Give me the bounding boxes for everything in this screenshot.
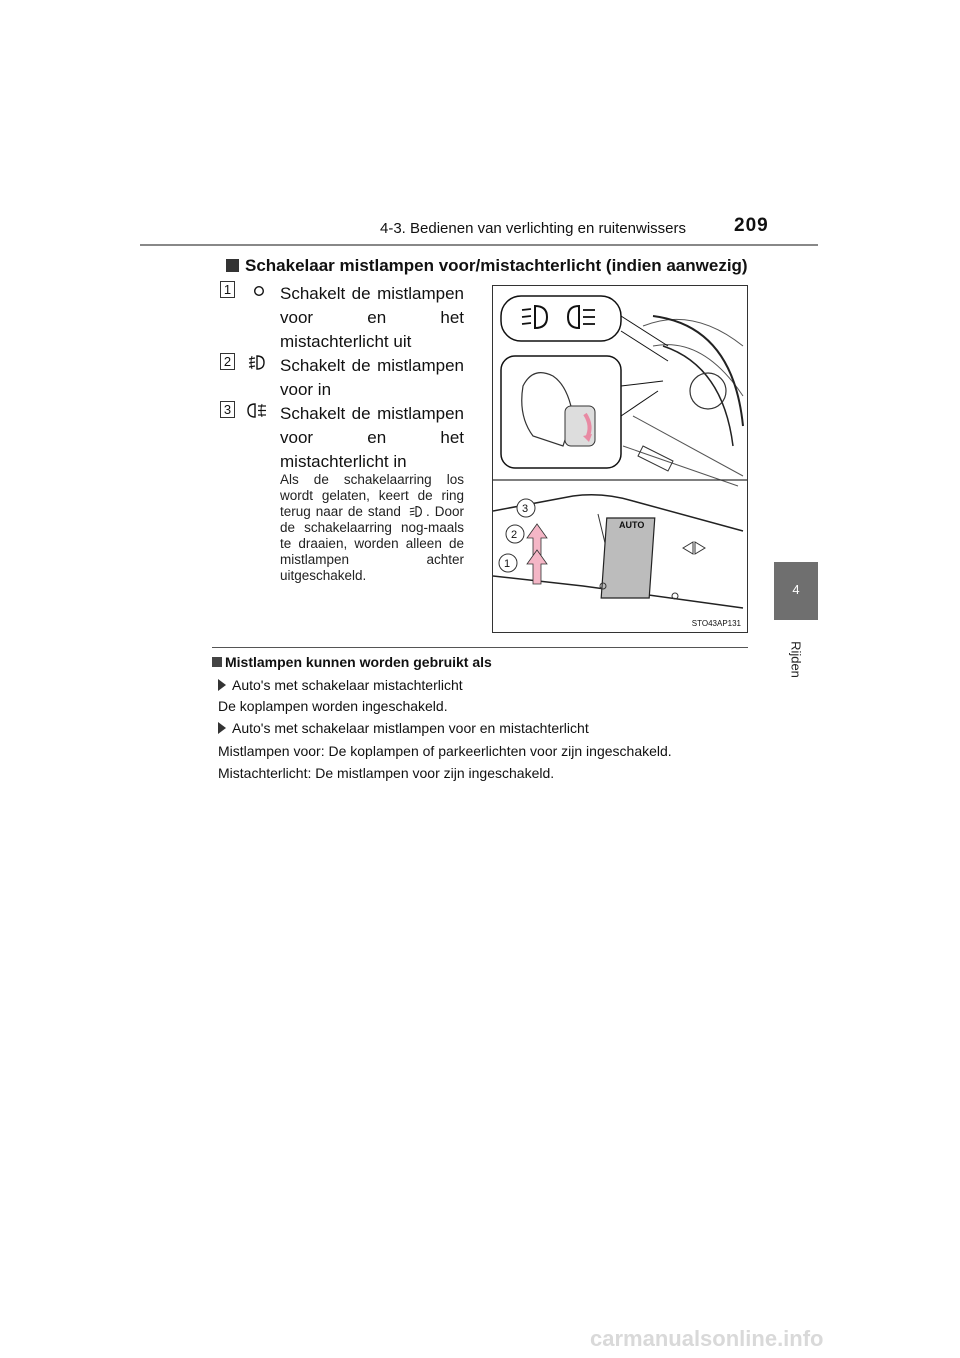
body-line: De koplampen worden ingeschakeld.	[218, 698, 448, 714]
body-line-text: Auto's met schakelaar mistachterlicht	[232, 677, 463, 693]
item-number: 3	[223, 402, 232, 417]
chapter-label-box	[786, 632, 806, 692]
note-paragraph	[280, 472, 464, 584]
item-text: Schakelt de mistlampen voor en het mistachterlicht in	[280, 404, 464, 471]
item-number: 1	[223, 282, 232, 297]
subsection-title	[212, 654, 492, 670]
note-text-part2: . Door de schakelaarring nog-maals te draaien, worden alleen de mistlampen achter uitgeschakeld.	[280, 504, 464, 583]
page-number: 209	[734, 215, 769, 236]
body-line	[218, 677, 463, 693]
item-number: 2	[223, 354, 232, 369]
rear-fog-lamp-icon	[246, 402, 268, 419]
callout-1: 1	[504, 558, 511, 570]
front-fog-lamp-icon	[247, 354, 267, 371]
body-line	[218, 720, 589, 736]
square-bullet-icon	[226, 259, 239, 272]
circle-off-icon	[253, 285, 265, 297]
body-line: Mistachterlicht: De mistlampen voor zijn ingeschakeld.	[218, 765, 555, 781]
front-fog-lamp-icon	[408, 505, 424, 518]
note-text-part1: Als de schakelaarring los wordt gelaten, keert de ring terug naar de stand	[280, 472, 464, 519]
chapter-number: 4	[792, 582, 800, 597]
callout-3: 3	[522, 503, 529, 515]
running-header: 4-3. Bedienen van verlichting en ruitenwissers	[380, 220, 686, 237]
illustration-drawing	[493, 286, 747, 632]
body-line: Mistlampen voor: De koplampen of parkeerlichten voor zijn ingeschakeld.	[218, 743, 672, 759]
body-line-text: Auto's met schakelaar mistlampen voor en mistachterlicht	[232, 720, 589, 736]
callout-2: 2	[511, 529, 518, 541]
section-title-text: Schakelaar mistlampen voor/mistachterlicht (indien aanwezig)	[245, 256, 748, 275]
watermark: carmanualsonline.info	[590, 1326, 824, 1351]
auto-label: AUTO	[619, 520, 645, 530]
arrow-bullet-icon	[218, 679, 226, 691]
item-text: Schakelt de mistlampen voor en het mistachterlicht uit	[280, 284, 464, 351]
chapter-label: Rijden	[788, 641, 804, 678]
arrow-bullet-icon	[218, 722, 226, 734]
subsection-title-text: Mistlampen kunnen worden gebruikt als	[225, 654, 492, 670]
fog-switch-illustration	[492, 285, 748, 633]
square-bullet-icon	[212, 657, 222, 667]
section-title	[226, 256, 748, 276]
figure-code: STO43AP131	[691, 619, 741, 628]
item-text: Schakelt de mistlampen voor in	[280, 356, 464, 399]
section-divider	[212, 647, 748, 648]
header-rule	[140, 244, 818, 246]
chapter-tab	[774, 562, 818, 620]
